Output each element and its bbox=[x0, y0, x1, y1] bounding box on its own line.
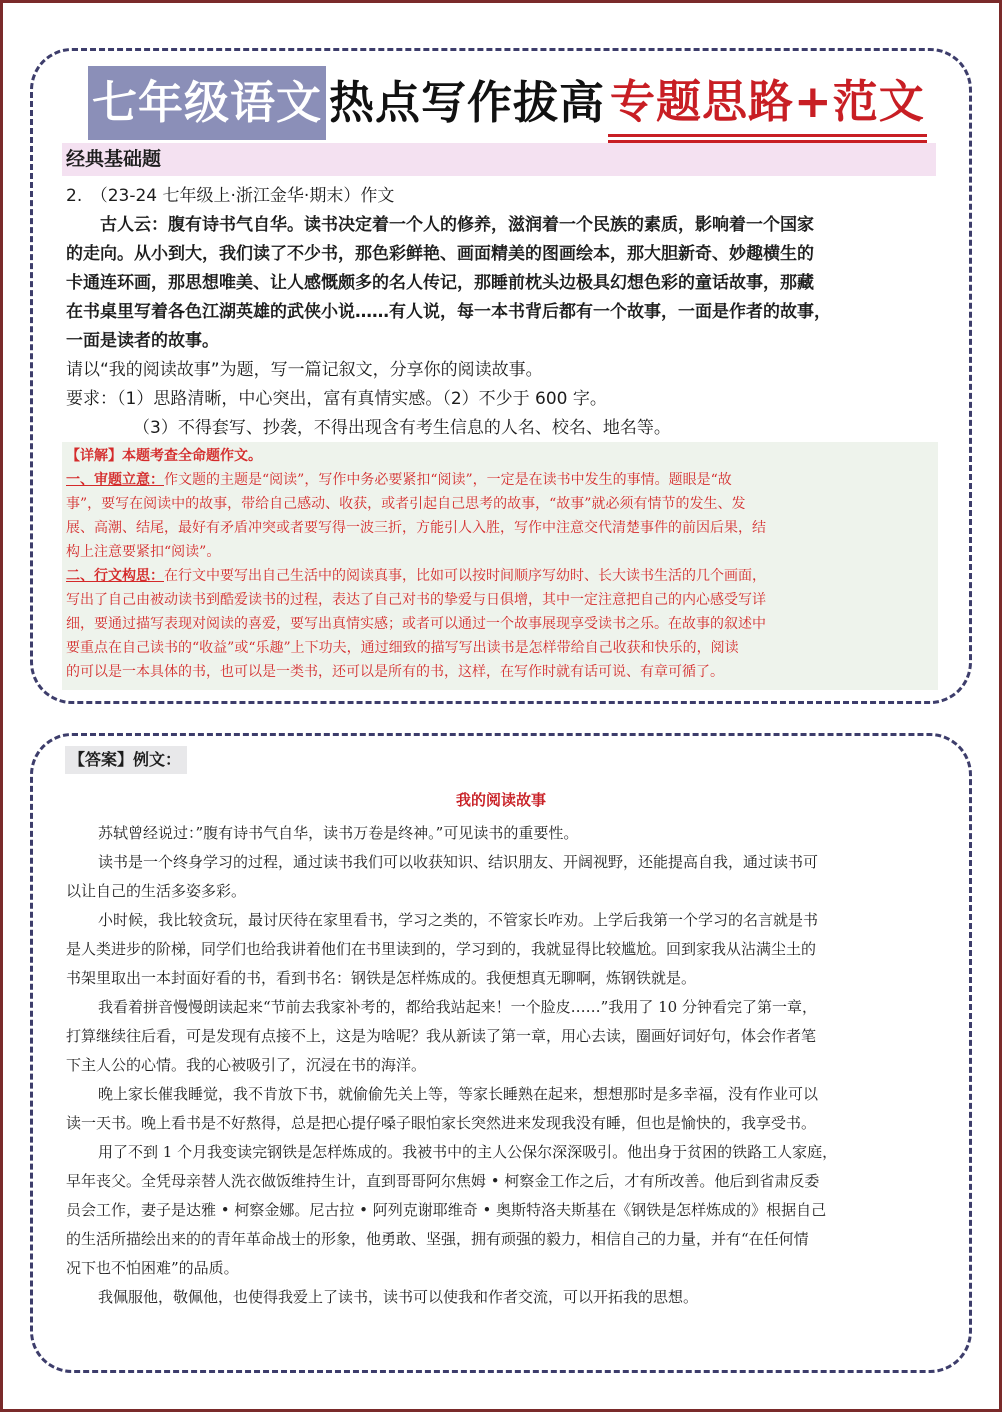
explanation-line: 展、高潮、结尾，最好有矛盾冲突或者要写得一波三折，方能引人入胜，写作中注意交代清楚事件的前因后果，结 bbox=[66, 520, 766, 536]
prompt-line: 的走向。从小到大，我们读了不少书，那色彩鲜艳、画面精美的图画绘本，那大胆新奇、妙趣横生的 bbox=[66, 244, 814, 264]
essay-line: 用了不到 1 个月我变读完钢铁是怎样炼成的。我被书中的主人公保尔深深吸引。他出身于贫困的铁路工人家庭， bbox=[98, 1143, 838, 1161]
essay-line: 书架里取出一本封面好看的书，看到书名：钢铁是怎样炼成的。我便想真无聊啊，炼钢铁就是。 bbox=[66, 969, 697, 987]
requirement-line: （3）不得套写、抄袭，不得出现含有考生信息的人名、校名、地名等。 bbox=[133, 418, 671, 438]
essay-line: 苏轼曾经说过：”腹有诗书气自华，读书万卷是终神。”可见读书的重要性。 bbox=[98, 824, 579, 842]
essay-line: 我看着拼音慢慢朗读起来“节前去我家补考的，都给我站起来！一个脸皮……”我用了 10 分钟看完了第一章， bbox=[98, 998, 817, 1016]
explanation-line: 的可以是一本具体的书，也可以是一类书，还可以是所有的书，这样，在写作时就有话可说、有章可循了。 bbox=[66, 664, 724, 680]
essay-line: 小时候，我比较贪玩，最讨厌待在家里看书，学习之类的，不管家长咋劝。上学后我第一个学习的名言就是书 bbox=[98, 911, 819, 929]
essay-line: 下主人公的心情。我的心被吸引了，沉浸在书的海洋。 bbox=[66, 1056, 427, 1074]
essay-line: 读一天书。晚上看书是不好熬得，总是把心提仔嗓子眼怕家长突然进来发现我没有睡，但也是愉快的，我享受书。 bbox=[66, 1114, 817, 1132]
explanation-line: 细，要通过描写表现对阅读的喜爱，要写出真情实感；或者可以通过一个故事展现享受读书之乐。在故事的叙述中 bbox=[66, 616, 766, 632]
prompt-line: 古人云：腹有诗书气自华。读书决定着一个人的修养，滋润着一个民族的素质，影响着一个国家 bbox=[100, 215, 814, 235]
title-accent: 专题思路+范文 bbox=[608, 70, 927, 137]
question-source: 2. （23-24 七年级上·浙江金华·期末）作文 bbox=[66, 186, 395, 206]
explanation-subhead: 一、审题立意： bbox=[66, 472, 164, 488]
section-label: 经典基础题 bbox=[62, 143, 936, 176]
essay-line: 早年丧父。全凭母亲替人洗衣做饭维持生计，直到哥哥阿尔焦姆 • 柯察金工作之后，才有所改善。他后到省肃反委 bbox=[66, 1172, 820, 1190]
title-main: 热点写作拔高 bbox=[329, 76, 606, 129]
essay-line: 我佩服他，敬佩他，也使得我爱上了读书，读书可以使我和作者交流，可以开拓我的思想。 bbox=[98, 1288, 699, 1306]
explanation-line: 构上注意要紧扣“阅读”。 bbox=[66, 544, 221, 560]
explanation-line: 事”，要写在阅读中的故事，带给自己感动、收获，或者引起自己思考的故事，“故事”就必须有情节的发生、发 bbox=[66, 496, 746, 512]
explanation-line: 要重点在自己读书的“收益”或“乐趣”上下功夫，通过细致的描写写出读书是怎样带给自己收获和快乐的，阅读 bbox=[66, 640, 739, 656]
requirement-line: 要求：（1）思路清晰，中心突出，富有真情实感。（2）不少于 600 字。 bbox=[66, 389, 607, 409]
essay-line: 员会工作，妻子是达雅 • 柯察金娜。尼古拉 • 阿列克谢耶维奇 • 奥斯特洛夫斯基在《钢铁是怎样炼成的》根据自己 bbox=[66, 1201, 827, 1219]
essay-body bbox=[66, 819, 940, 1312]
prompt-line: 卡通连环画，那思想唯美、让人感慨颇多的名人传记，那睡前枕头边极具幻想色彩的童话故事，那藏 bbox=[66, 273, 814, 293]
explanation-line: 写出了自己由被动读书到酷爱读书的过程，表达了自己对书的挚爱与日俱增，其中一定注意把自己的内心感受写详 bbox=[66, 592, 766, 608]
question-block bbox=[66, 182, 942, 443]
essay-line: 读书是一个终身学习的过程，通过读书我们可以收获知识、结识朋友、开阔视野，还能提高自我，通过读书可 bbox=[98, 853, 819, 871]
answer-label: 【答案】例文： bbox=[65, 746, 187, 774]
page-title bbox=[88, 66, 927, 140]
essay-line: 是人类进步的阶梯，同学们也给我讲着他们在书里读到的，学习到的，我就显得比较尴尬。回到家我从沾满尘土的 bbox=[66, 940, 817, 958]
task-line: 请以“我的阅读故事”为题，写一篇记叙文，分享你的阅读故事。 bbox=[66, 360, 543, 380]
essay-line: 的生活所描绘出来的的青年革命战士的形象，他勇敢、坚强，拥有顽强的毅力，相信自己的力量，并有“在任何情 bbox=[66, 1230, 809, 1248]
essay-line: 况下也不怕困难”的品质。 bbox=[66, 1259, 239, 1277]
prompt-line: 在书桌里写着各色江湖英雄的武侠小说……有人说，每一本书背后都有一个故事，一面是作者的故事， bbox=[66, 302, 831, 322]
explanation-head: 【详解】本题考查全命题作文。 bbox=[66, 448, 262, 464]
essay-line: 以让自己的生活多姿多彩。 bbox=[66, 882, 247, 900]
explanation-line: 作文题的主题是“阅读”，写作中务必要紧扣“阅读”，一定是在读书中发生的事情。题眼是“故 bbox=[164, 472, 732, 488]
explanation-line: 在行文中要写出自己生活中的阅读真事，比如可以按时间顺序写幼时、长大读书生活的几个画面， bbox=[164, 568, 766, 584]
prompt-line: 一面是读者的故事。 bbox=[66, 331, 219, 351]
essay-line: 打算继续往后看，可是发现有点接不上，这是为啥呢？我从新读了第一章，用心去读，圈画好词好句，体会作者笔 bbox=[66, 1027, 817, 1045]
explanation-subhead: 二、行文构思： bbox=[66, 568, 164, 584]
title-grade: 七年级语文 bbox=[88, 66, 326, 140]
explanation-block bbox=[62, 442, 938, 690]
essay-title: 我的阅读故事 bbox=[455, 791, 546, 809]
essay-line: 晚上家长催我睡觉，我不肯放下书，就偷偷先关上等，等家长睡熟在起来，想想那时是多幸福，没有作业可以 bbox=[98, 1085, 819, 1103]
